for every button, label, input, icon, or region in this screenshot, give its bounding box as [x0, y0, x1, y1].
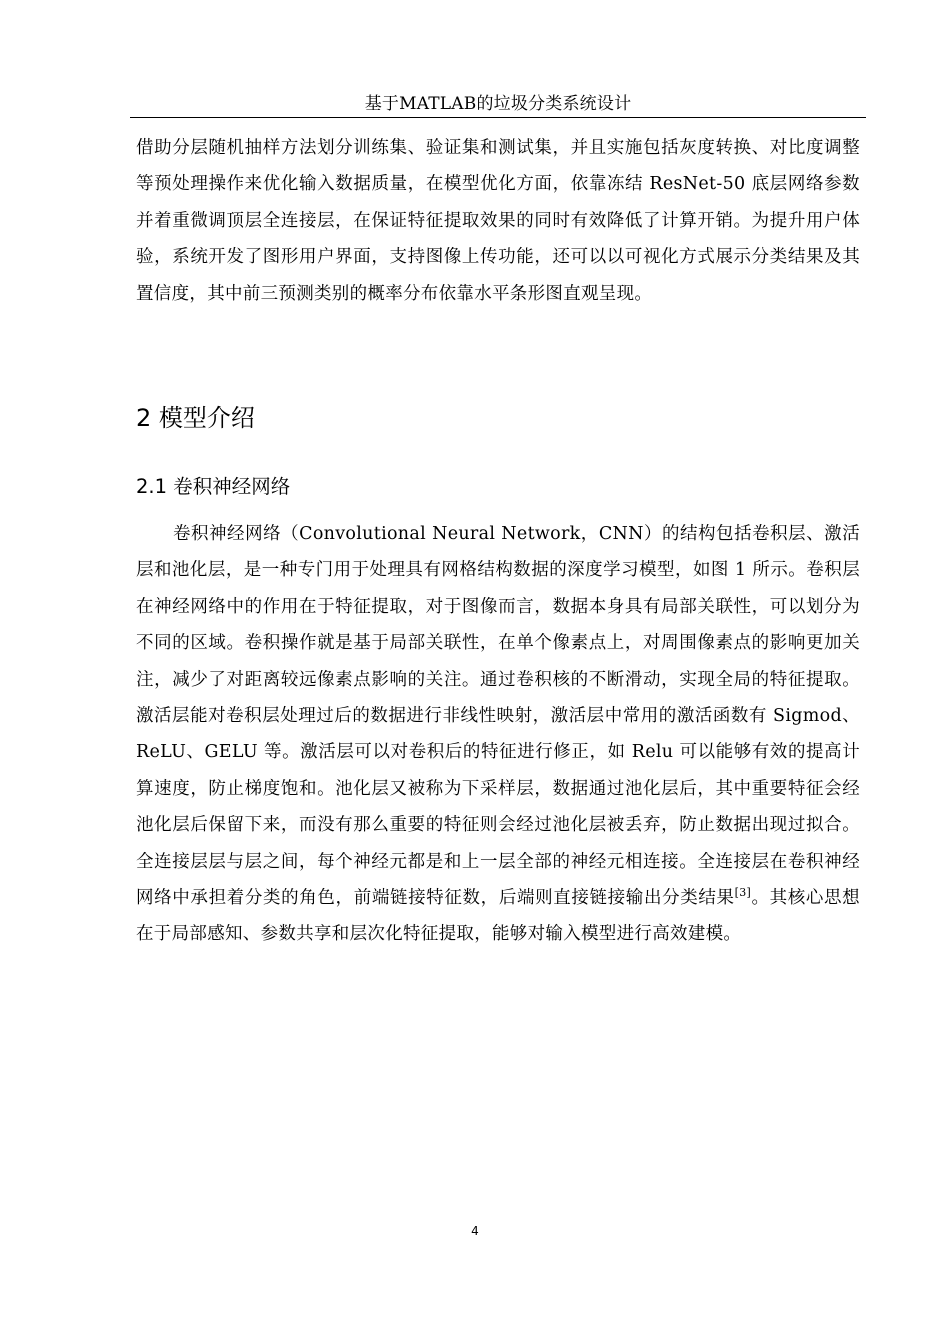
running-header: 基于MATLAB的垃圾分类系统设计 — [364, 94, 632, 114]
header-rule — [130, 117, 866, 118]
subsection-heading: 2.1 卷积神经网络 — [136, 475, 291, 498]
cnn-paragraph — [136, 516, 860, 953]
section-heading: 2 模型介绍 — [136, 404, 255, 432]
cnn-paragraph-tail: 。其核心思想在于局部感知、参数共享和层次化特征提取，能够对输入模型进行高效建模。 — [136, 888, 860, 945]
citation-reference[interactable]: [3] — [734, 886, 752, 900]
page-number: 4 — [471, 1224, 479, 1238]
cnn-paragraph-main: 卷积神经网络（Convolutional Neural Network，CNN）的结构包括卷积层、激活层和池化层，是一种专门用于处理具有网格结构数据的深度学习模型，如图 1 所示。卷积层在神经网络中的作用在于特征提取，对于图像而言，数据本身具有局部关联性，可以划分为不同的区域。卷积操作就是基于局部关联性，在单个像素点上，对周围像素点的影响更加关注，减少了对距离较远像素点影响的关注。通过卷积核的不断滑动，实现全局的特征提取。激活层能对卷积层处理过后的数据进行非线性映射，激活层中常用的激活函数有 Sigmod、ReLU、GELU 等。激活层可以对卷积后的特征进行修正，如 Relu 可以能够有效的提高计算速度，防止梯度饱和。池化层又被称为下采样层，数据通过池化层后，其中重要特征会经池化层后保留下来，而没有那么重要的特征则会经过池化层被丢弃，防止数据出现过拟合。全连接层层与层之间，每个神经元都是和上一层全部的神经元相连接。全连接层在卷积神经网络中承担着分类的角色，前端链接特征数，后端则直接链接输出分类结果 — [136, 524, 860, 909]
intro-paragraph: 借助分层随机抽样方法划分训练集、验证集和测试集，并且实施包括灰度转换、对比度调整等预处理操作来优化输入数据质量，在模型优化方面，依靠冻结 ResNet-50 底层网络参数并着重微调顶层全连接层，在保证特征提取效果的同时有效降低了计算开销。为提升用户体验，系统开发了图形用户界面，支持图像上传功能，还可以以可视化方式展示分类结果及其置信度，其中前三预测类别的概率分布依靠水平条形图直观呈现。 — [136, 138, 860, 304]
